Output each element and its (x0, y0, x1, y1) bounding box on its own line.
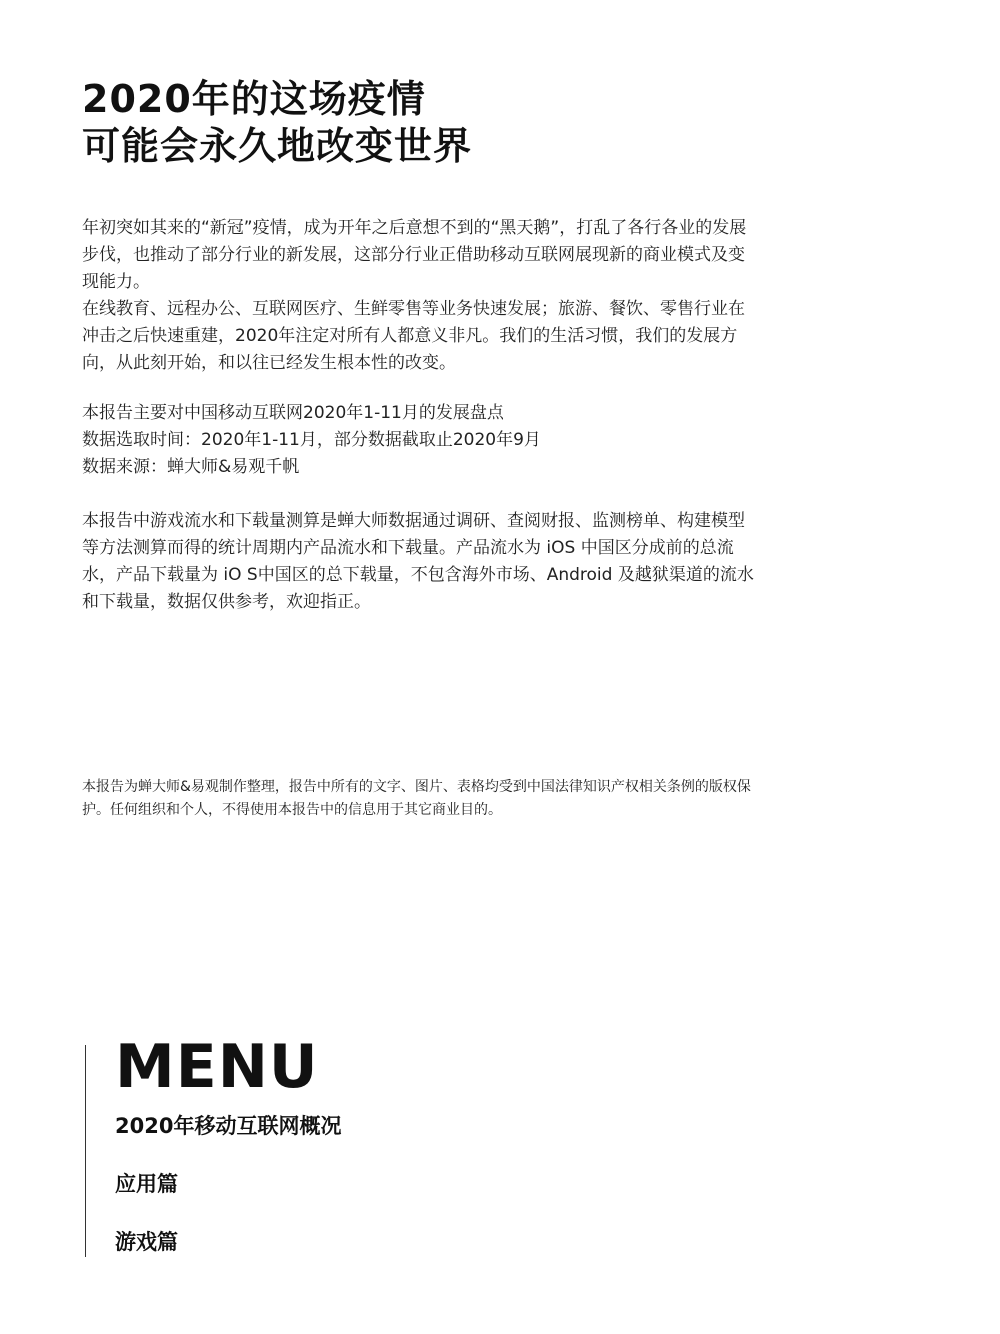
intro-paragraph-1: 年初突如其来的“新冠”疫情，成为开年之后意想不到的“黑天鹅”，打乱了各行各业的发展步伐，也推动了部分行业的新发展，这部分行业正借助移动互联网展现新的商业模式及变现能力。 (82, 218, 747, 292)
intro-section (82, 215, 754, 377)
menu-list (115, 1111, 341, 1257)
scope-line-report-coverage: 本报告主要对中国移动互联网2020年1-11月的发展盘点 (82, 403, 504, 423)
intro-paragraph-2: 在线教育、远程办公、互联网医疗、生鲜零售等业务快速发展；旅游、餐饮、零售行业在冲击之后快速重建，2020年注定对所有人都意义非凡。我们的生活习惯，我们的发展方向，从此刻开始，和以往已经发生根本性的改变。 (82, 299, 745, 373)
methodology-section (82, 508, 754, 616)
headline-line-2: 可能会永久地改变世界 (82, 124, 473, 168)
menu-title: MENU (115, 1032, 319, 1102)
report-scope-section (82, 400, 754, 481)
page-headline (82, 76, 782, 170)
copyright-text: 本报告为蝉大师&易观制作整理，报告中所有的文字、图片、表格均受到中国法律知识产权相关条例的版权保护。任何组织和个人，不得使用本报告中的信息用于其它商业目的。 (82, 779, 751, 818)
menu-divider-line (85, 1045, 86, 1257)
menu-section (85, 1032, 585, 1257)
menu-item-mobile-internet-overview[interactable]: 2020年移动互联网概况 (115, 1114, 342, 1138)
methodology-paragraph: 本报告中游戏流水和下载量测算是蝉大师数据通过调研、查阅财报、监测榜单、构建模型等方法测算而得的统计周期内产品流水和下载量。产品流水为 iOS 中国区分成前的总流水，产品下载量为 iO S中国区的总下载量，不包含海外市场、Android 及越狱渠道的流水和下载量，数据仅供参考，欢迎指正。 (82, 511, 754, 612)
menu-item-games[interactable]: 游戏篇 (115, 1230, 178, 1254)
copyright-notice (82, 776, 754, 822)
scope-line-data-period: 数据选取时间：2020年1-11月，部分数据截取止2020年9月 (82, 430, 541, 450)
menu-item-apps[interactable]: 应用篇 (115, 1172, 178, 1196)
scope-line-data-source: 数据来源：蝉大师&易观千帆 (82, 457, 300, 477)
headline-line-1: 2020年的这场疫情 (82, 77, 426, 121)
